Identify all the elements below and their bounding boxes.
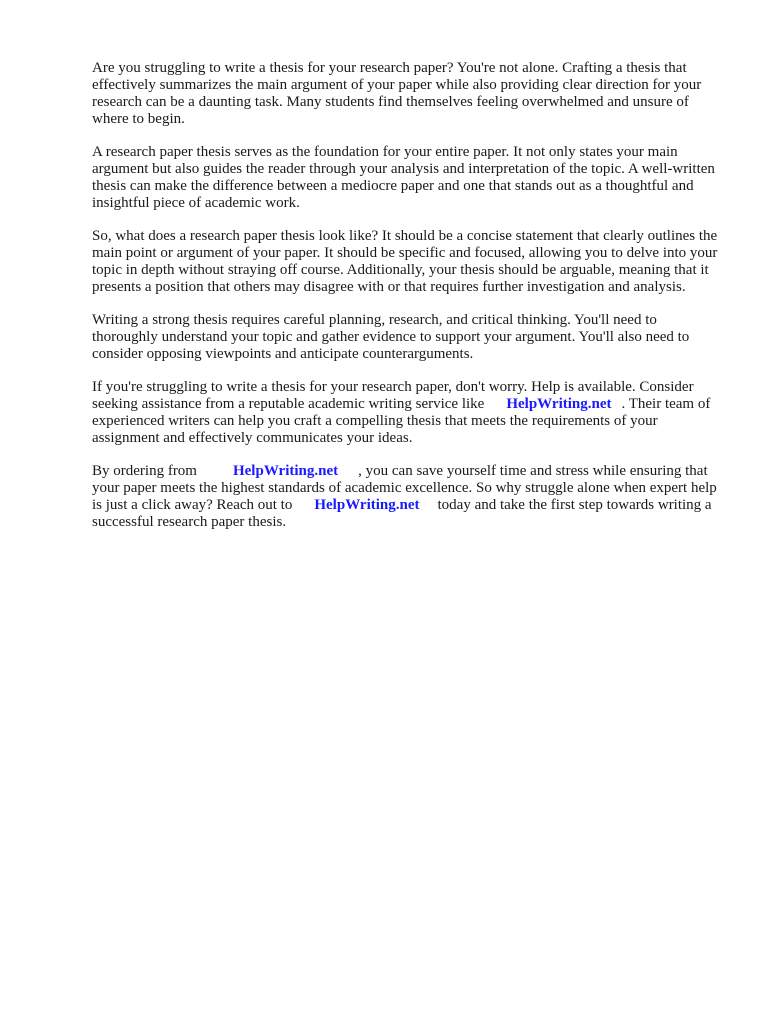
paragraph-help-text-after: . Their team of experienced writers can help you craft a compelling thesis that meets the requirements of your assignment and effectively communicates your ideas. — [92, 396, 711, 446]
helpwriting-link-ordering[interactable]: HelpWriting.net — [232, 463, 339, 479]
helpwriting-link-reach-out[interactable]: HelpWriting.net — [314, 497, 420, 513]
paragraph-ordering-text-after: today and take the first step towards writing a successful research paper thesis. — [92, 497, 712, 530]
paragraph-intro: Are you struggling to write a thesis for your research paper? You're not alone. Crafting a thesis that effectively summarizes the main argument of your paper while also providing clear direction for your research can be a daunting task. Many students find themselves feeling overwhelmed and unsure of where to begin. — [92, 60, 702, 127]
paragraph-ordering-text-middle: , you can save yourself time and stress while ensuring that your paper meets the highest standards of academic excellence. So why struggle alone when expert help is just a click away? Reach out to — [92, 463, 717, 513]
document-body — [92, 60, 724, 547]
paragraph-ordering — [92, 463, 724, 531]
paragraph-help-available — [92, 379, 724, 447]
paragraph-foundation: A research paper thesis serves as the foundation for your entire paper. It not only states your main argument but also guides the reader through your analysis and interpretation of the topic. A well-written thesis can make the difference between a mediocre paper and one that stands out as a thoughtful and insightful piece of academic work. — [92, 144, 715, 211]
paragraph-ordering-text-before: By ordering from — [92, 463, 197, 479]
paragraph-help-text-before: If you're struggling to write a thesis for your research paper, don't worry. Help is available. Consider seeking assistance from a reputable academic writing service like — [92, 379, 694, 412]
paragraph-what-thesis-looks-like: So, what does a research paper thesis look like? It should be a concise statement that clearly outlines the main point or argument of your paper. It should be specific and focused, allowing you to delve into your topic in depth without straying off course. Additionally, your thesis should be arguable, meaning that it presents a position that others may disagree with or that requires further investigation and analysis. — [92, 228, 718, 295]
paragraph-writing-strong-thesis: Writing a strong thesis requires careful planning, research, and critical thinking. You'll need to thoroughly understand your topic and gather evidence to support your argument. You'll also need to consider opposing viewpoints and anticipate counterarguments. — [92, 312, 690, 362]
helpwriting-link[interactable]: HelpWriting.net — [506, 396, 612, 412]
